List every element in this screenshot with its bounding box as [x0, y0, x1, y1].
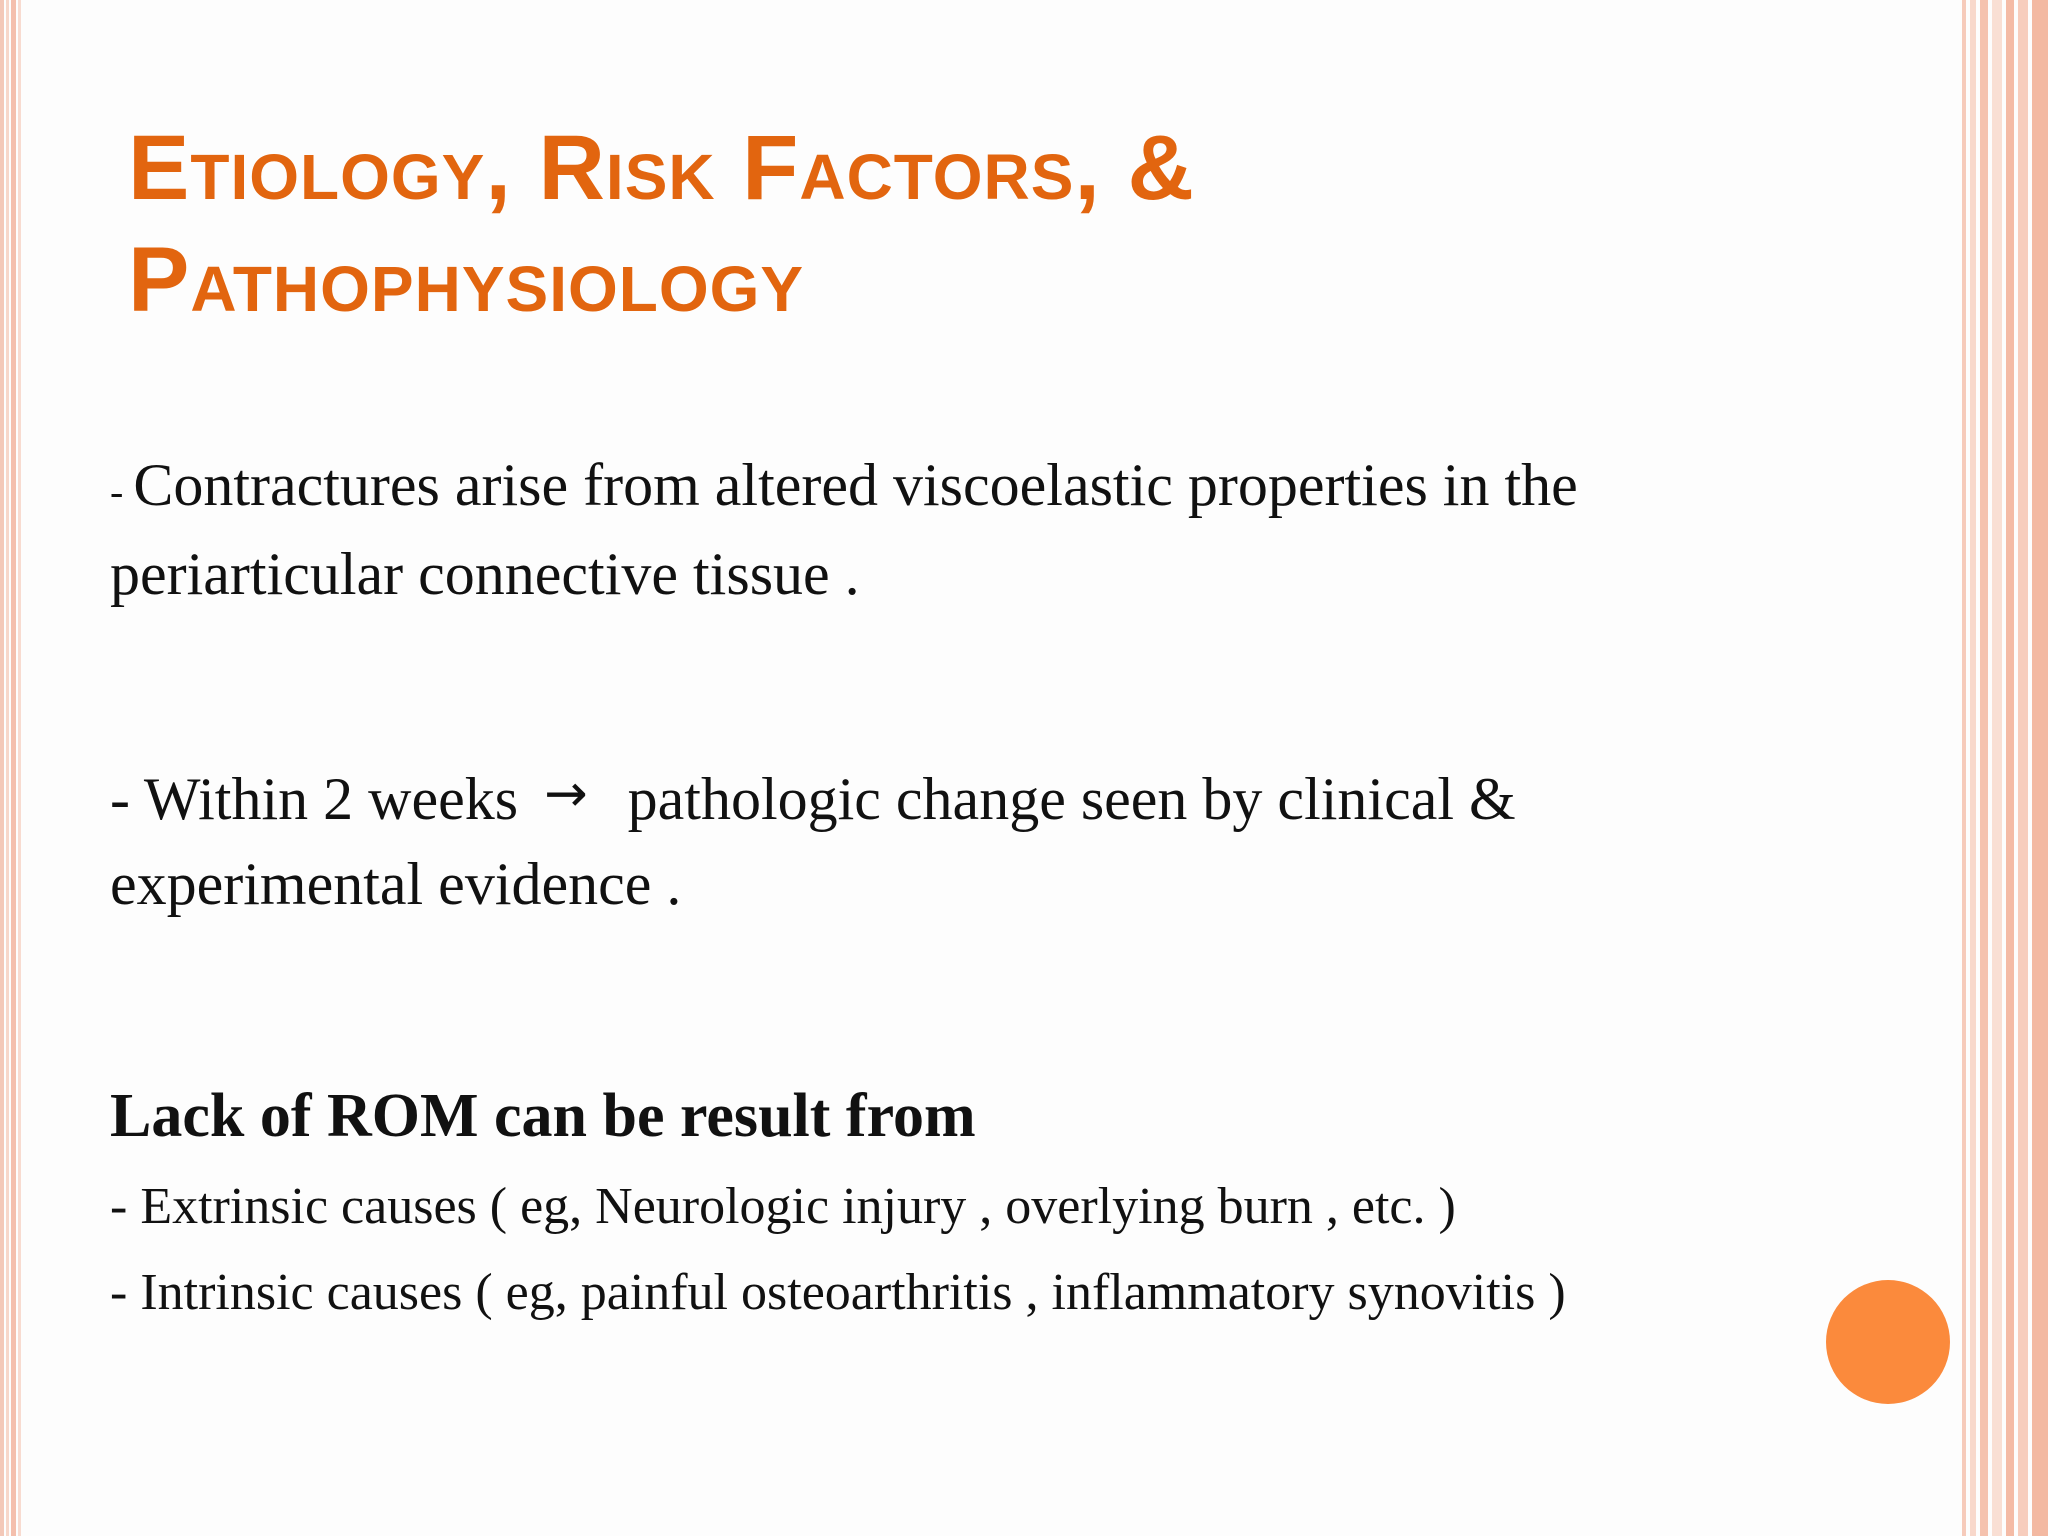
paragraph-contractures	[110, 444, 1840, 615]
paragraph-contractures-text: Contractures arise from altered viscoelastic properties in the periarticular connective tissue .	[110, 452, 1578, 607]
orange-circle-decoration	[1826, 1280, 1950, 1404]
slide-title	[128, 112, 1628, 336]
paragraph-two-weeks-lead: - Within 2 weeks	[110, 766, 519, 832]
right-arrow-icon: →	[544, 764, 588, 824]
paragraph-dash: -	[110, 469, 134, 514]
title-line-2: Pathophysiology	[128, 229, 805, 331]
subheading-lack-of-rom: Lack of ROM can be result from	[110, 1082, 976, 1150]
paragraph-within-two-weeks	[110, 758, 1840, 925]
left-border-decoration	[0, 0, 22, 1536]
list-item-extrinsic-causes: - Extrinsic causes ( eg, Neurologic injury , overlying burn , etc. )	[110, 1178, 1456, 1235]
list-item-intrinsic-causes: - Intrinsic causes ( eg, painful osteoarthritis , inflammatory synovitis )	[110, 1264, 1566, 1321]
title-line-1: Etiology, Risk Factors, &	[128, 117, 1195, 219]
paragraph-two-weeks-rest: pathologic change seen by clinical & experimental evidence .	[110, 766, 1516, 917]
right-border-decoration	[1962, 0, 2048, 1536]
